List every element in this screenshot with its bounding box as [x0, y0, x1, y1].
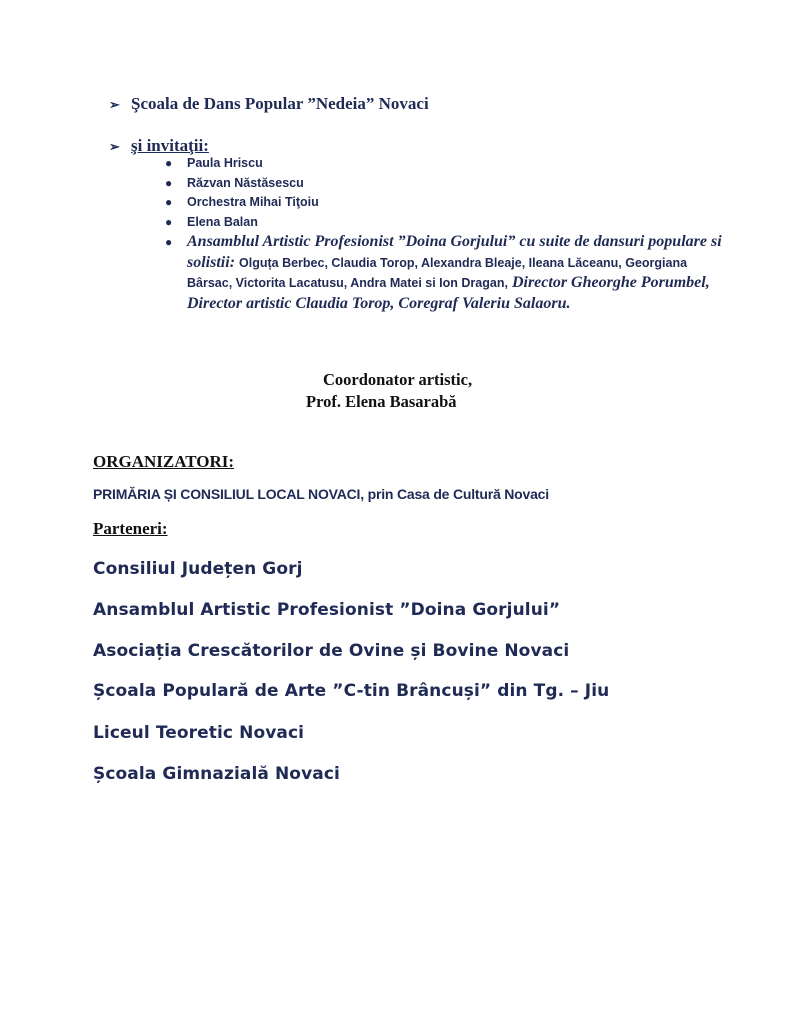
partners-heading: Parteneri: [93, 519, 168, 538]
partner-item: Asociația Crescătorilor de Ovine și Bovine Novaci [93, 641, 570, 661]
guest-item: ● Răzvan Năstăsescu [163, 174, 723, 194]
coordinator-name: Prof. Elena Basarabă [306, 392, 457, 411]
bullet-icon: ● [165, 214, 173, 229]
ensemble-staff: Director Gheorghe Porumbel, Director artistic Claudia Torop, Coregraf Valeriu Salaoru. [187, 274, 710, 312]
guest-item: ● Orchestra Mihai Tiţoiu [163, 193, 723, 213]
partner-item: Școala Populară de Arte ”C-tin Brâncuși” din Tg. – Jiu [93, 681, 610, 701]
organizers-heading: ORGANIZATORI: [93, 452, 235, 471]
guests-label: şi invitaţii: [131, 136, 209, 155]
coordinator-title: Coordonator artistic, [323, 370, 473, 389]
partner-item: Liceul Teoretic Novaci [93, 723, 305, 743]
program-item-guests [109, 136, 209, 156]
guest-item-ensemble: ● Ansamblul Artistic Profesionist ”Doina Gorjului” cu suite de dansuri populare si solistii: Olguța Berbec, Claudia Torop, Alexandra Bleaje, Ileana Lăceanu, Georgiana Bârsac, Victorita Lacatusu, Andra Matei si Ion Dragan, Director Gheorghe Porumbel, Director artistic Claudia Torop, Coregraf Valeriu Salaoru. [165, 233, 722, 312]
bullet-icon: ● [165, 175, 173, 190]
guest-item: ● Elena Balan [163, 213, 723, 233]
school-name: Şcoala de Dans Popular ”Nedeia” Novaci [131, 94, 429, 113]
program-item-school [109, 94, 429, 114]
arrow-bullet-icon: ➢ [109, 139, 120, 154]
ensemble-soloists: Olguța Berbec, Claudia Torop, Alexandra Bleaje, Ileana Lăceanu, Georgiana Bârsac, Victorita Lacatusu, Andra Matei si Ion Dragan, [187, 255, 688, 290]
partner-item: Ansamblul Artistic Profesionist ”Doina Gorjului” [93, 600, 561, 620]
organizers-line: PRIMĂRIA ȘI CONSILIUL LOCAL NOVACI, prin Casa de Cultură Novaci [93, 486, 549, 502]
bullet-icon: ● [165, 156, 173, 170]
bullet-icon: ● [165, 235, 173, 249]
bullet-icon: ● [165, 195, 173, 209]
ensemble-intro: Ansamblul Artistic Profesionist ”Doina Gorjului” cu suite de dansuri populare si solistii [187, 233, 722, 271]
partner-item: Școala Gimnazială Novaci [93, 764, 340, 784]
partner-item: Consiliul Județen Gorj [93, 559, 303, 579]
guest-list [163, 154, 723, 314]
arrow-bullet-icon: ➢ [109, 97, 120, 112]
guest-item: ● Paula Hriscu [163, 154, 723, 174]
